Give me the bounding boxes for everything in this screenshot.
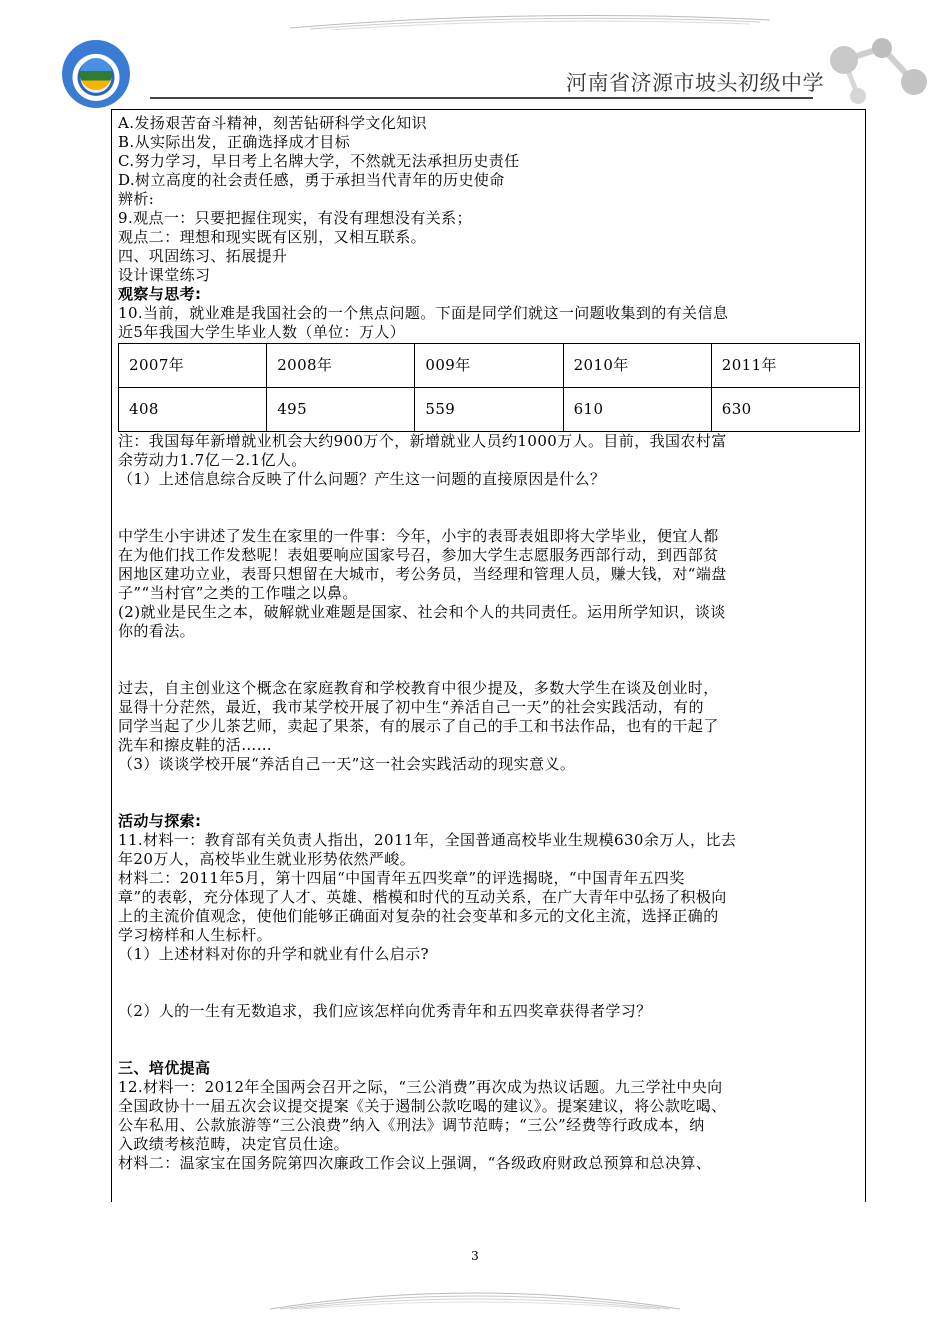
text-line: 12.材料一：2012年全国两会召开之际，“三公消费”再次成为热议话题。九三学社中央向 <box>118 1078 723 1096</box>
table-cell: 559 <box>415 388 563 432</box>
options-block <box>118 114 858 285</box>
school-name: 河南省济源市坡头初级中学 <box>566 71 824 95</box>
text-line: 材料二：2011年5月，第十四届“中国青年五四奖章”的评选揭晓，“中国青年五四奖 <box>118 869 685 887</box>
page-number: 3 <box>471 1249 479 1263</box>
table-cell: 630 <box>711 388 859 432</box>
section-heading-3: 三、培优提高 <box>118 1059 211 1077</box>
text-line: 设计课堂练习 <box>118 266 211 284</box>
table-cell: 495 <box>267 388 415 432</box>
text-line: 观点二：理想和现实既有区别，又相互联系。 <box>118 228 427 246</box>
text-line: 11.材料一：教育部有关负责人指出，2011年，全国普通高校毕业生规模630余万人，比去 <box>118 831 737 849</box>
text-line: 注：我国每年新增就业机会大约900万个，新增就业人员约1000万人。目前，我国农村富 <box>118 432 727 450</box>
text-line: 余劳动力1.7亿－2.1亿人。 <box>118 451 307 469</box>
text-line: 全国政协十一届五次会议提交提案《关于遏制公款吃喝的建议》。提案建议，将公款吃喝、 <box>118 1097 727 1115</box>
text-line: 学习榜样和人生标杆。 <box>118 926 273 944</box>
header-divider <box>150 97 813 99</box>
text-line: 在为他们找工作发愁呢！表姐要响应国家号召，参加大学生志愿服务西部行动，到西部贫 <box>118 546 719 564</box>
question-2: (2)就业是民生之本，破解就业难题是国家、社会和个人的共同责任。运用所学知识，谈谈 <box>118 603 726 621</box>
table-cell: 408 <box>119 388 267 432</box>
table-header-cell: 2007年 <box>119 344 267 388</box>
text-line: C.努力学习，早日考上名牌大学，不然就无法承担历史责任 <box>118 152 520 170</box>
table-row <box>119 344 860 388</box>
text-line: 9.观点一：只要把握住现实，有没有理想没有关系； <box>118 209 472 227</box>
text-line: 10.当前，就业难是我国社会的一个焦点问题。下面是同学们就这一问题收集到的有关信息 <box>118 304 729 322</box>
text-line: 同学当起了少儿茶艺师，卖起了果茶，有的展示了自己的手工和书法作品，也有的干起了 <box>118 717 719 735</box>
table-row <box>119 388 860 432</box>
table-header-cell: 2008年 <box>267 344 415 388</box>
text-line: 洗车和擦皮鞋的活…… <box>118 736 273 754</box>
text-line: 子”“当村官”之类的工作嗤之以鼻。 <box>118 584 358 602</box>
table-caption: 近5年我国大学生毕业人数（单位：万人） <box>118 323 406 341</box>
text-line: 材料二：温家宝在国务院第四次廉政工作会议上强调，“各级政府财政总预算和总决算、 <box>118 1154 712 1172</box>
text-line: 公车私用、公款旅游等“三公浪费”纳入《刑法》调节范畴；“三公”经费等行政成本，纳 <box>118 1116 705 1134</box>
question-3: （3）谈谈学校开展“养活自己一天”这一社会实践活动的现实意义。 <box>118 755 576 773</box>
text-line: 上的主流价值观念，使他们能够正确面对复杂的社会变革和多元的文化主流，选择正确的 <box>118 907 719 925</box>
text-line: B.从实际出发，正确选择成才目标 <box>118 133 351 151</box>
text-line: 四、巩固练习、拓展提升 <box>118 247 288 265</box>
header-swoosh-decoration <box>290 12 770 30</box>
document-body <box>118 114 858 1173</box>
text-line: 你的看法。 <box>118 622 196 640</box>
section-heading-observe: 观察与思考: <box>118 285 202 303</box>
text-line: 困地区建功立业，表哥只想留在大城市，考公务员，当经理和管理人员，赚大钱，对“端盘 <box>118 565 727 583</box>
molecule-icon <box>822 30 932 110</box>
question-1: （1）上述信息综合反映了什么问题？产生这一问题的直接原因是什么？ <box>118 470 606 488</box>
school-logo <box>62 40 130 108</box>
text-line: 年20万人，高校毕业生就业形势依然严峻。 <box>118 850 416 868</box>
section-heading-activity: 活动与探索: <box>118 812 202 830</box>
footer-swoosh-decoration <box>270 1283 680 1311</box>
text-line: 中学生小宇讲述了发生在家里的一件事：今年，小宇的表哥表姐即将大学毕业，便宜人都 <box>118 527 719 545</box>
text-line: 显得十分茫然，最近，我市某学校开展了初中生“养活自己一天”的社会实践活动，有的 <box>118 698 704 716</box>
question-11-2: （2）人的一生有无数追求，我们应该怎样向优秀青年和五四奖章获得者学习？ <box>118 1002 652 1020</box>
table-header-cell: 009年 <box>415 344 563 388</box>
table-header-cell: 2011年 <box>711 344 859 388</box>
text-line: 入政绩考核范畴，决定官员仕途。 <box>118 1135 350 1153</box>
text-line: 章”的表彰，充分体现了人才、英雄、楷模和时代的互动关系，在广大青年中弘扬了积极向 <box>118 888 727 906</box>
graduates-table <box>118 343 860 432</box>
text-line: D.树立高度的社会责任感，勇于承担当代青年的历史使命 <box>118 171 505 189</box>
text-line: 过去，自主创业这个概念在家庭教育和学校教育中很少提及，多数大学生在谈及创业时， <box>118 679 719 697</box>
question-11-1: （1）上述材料对你的升学和就业有什么启示? <box>118 945 429 963</box>
table-header-cell: 2010年 <box>563 344 711 388</box>
text-line: 辨析: <box>118 190 155 208</box>
table-cell: 610 <box>563 388 711 432</box>
text-line: A.发扬艰苦奋斗精神，刻苦钻研科学文化知识 <box>118 114 428 132</box>
